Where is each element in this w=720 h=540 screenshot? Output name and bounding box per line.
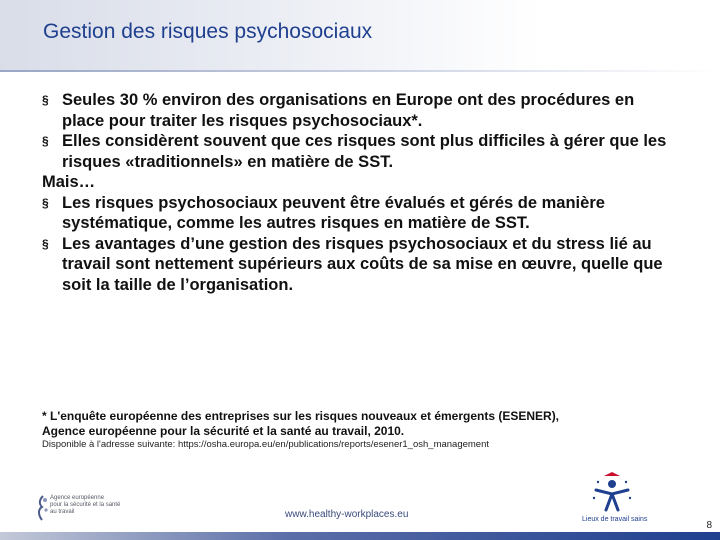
campaign-logo [582, 470, 648, 528]
footer-bar [0, 532, 720, 540]
bullet-text: Elles considèrent souvent que ces risques sont plus difficiles à gérer que les risques «traditionnels» en matière de SST. [62, 132, 667, 171]
bullet-marker: § [42, 236, 49, 251]
agency-emblem-icon [36, 494, 50, 522]
bullet-marker: § [42, 134, 49, 148]
bullet-marker: § [42, 93, 49, 107]
footnote-source: Disponible à l'adresse suivante: https://osha.europa.eu/en/publications/reports/esener1_osh_management [42, 439, 490, 450]
bullet-marker: § [42, 195, 49, 210]
slide-title: Gestion des risques psychosociaux [43, 20, 373, 43]
bullet-text: Les avantages d’une gestion des risques psychosociaux et du stress lié au travail sont nettement supérieurs aux coûts de sa mise en œuvre, quelle que soit la taille de l’organisation. [62, 234, 663, 294]
slide-content [42, 90, 672, 295]
bullet-item [42, 131, 672, 172]
header-divider [0, 70, 720, 72]
agency-logo-line: Agence européenne [50, 495, 105, 501]
campaign-logo-text: Lieux de travail sains [582, 516, 648, 523]
agency-logo [36, 494, 121, 524]
footnote-line: Agence européenne pour la sécurité et la santé au travail, 2010. [42, 423, 405, 438]
agency-logo-line: pour la sécurité et la santé [50, 502, 121, 508]
footnote [42, 409, 682, 438]
agency-logo-line: au travail [50, 509, 75, 515]
slide-header [0, 0, 720, 70]
website-link[interactable]: www.healthy-workplaces.eu [285, 509, 409, 520]
transition-text: Mais… [42, 173, 96, 191]
bullet-item [42, 193, 672, 234]
agency-logo-text [50, 495, 121, 516]
bullet-item [42, 234, 672, 296]
page-number: 8 [706, 520, 712, 531]
bullet-text: Les risques psychosociaux peuvent être évalués et gérés de manière systématique, comme les autres risques en matière de SST. [62, 193, 605, 232]
bullet-item [42, 90, 672, 131]
campaign-figure-icon [582, 470, 642, 516]
footnote-line: * L'enquête européenne des entreprises sur les risques nouveaux et émergents (ESENER), [42, 409, 560, 423]
bullet-text: Seules 30 % environ des organisations en Europe ont des procédures en place pour traiter les risques psychosociaux*. [62, 91, 635, 130]
